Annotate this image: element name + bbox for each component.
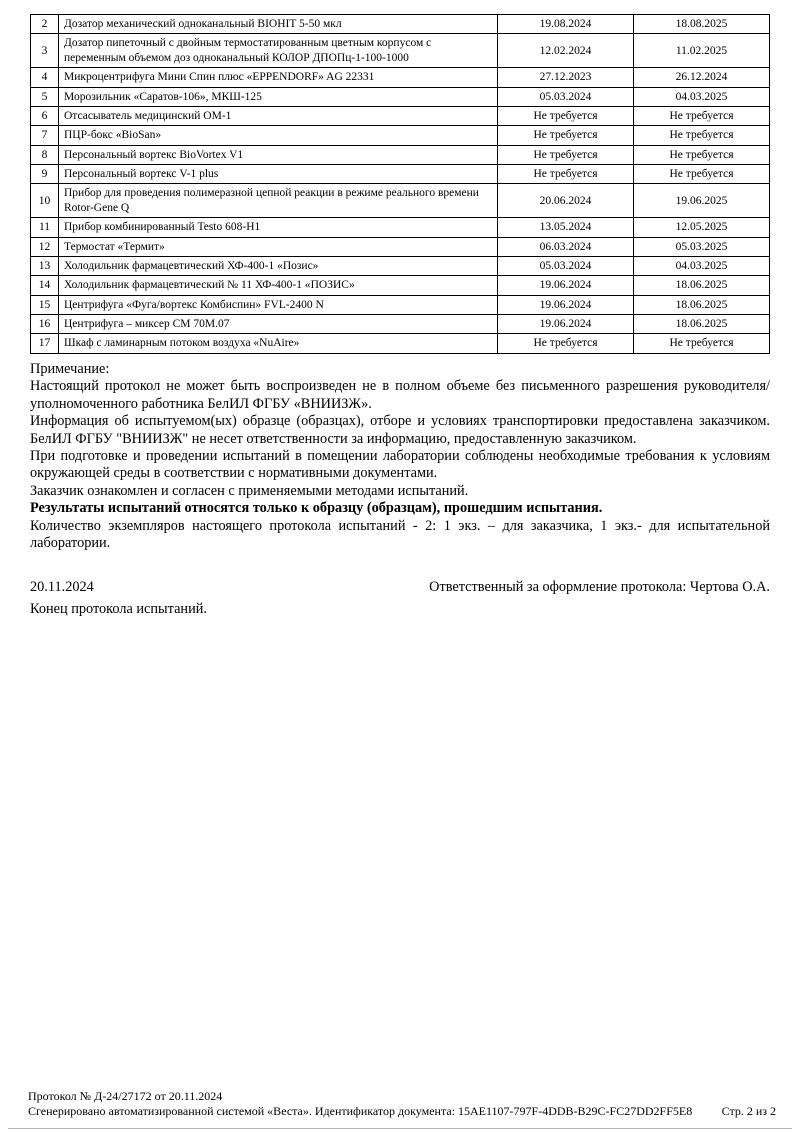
equipment-name: Холодильник фармацевтический № 11 ХФ-400-1 «ПОЗИС» [59, 276, 498, 295]
notes-heading: Примечание: [30, 360, 110, 377]
equipment-name: Холодильник фармацевтический ХФ-400-1 «Позис» [59, 256, 498, 275]
row-number: 4 [31, 68, 59, 87]
row-number: 10 [31, 184, 59, 218]
valid-until-date: 18.06.2025 [634, 295, 770, 314]
verification-date: 19.06.2024 [498, 295, 634, 314]
end-of-protocol-line: Конец протокола испытаний. [30, 601, 207, 618]
verification-date: Не требуется [498, 106, 634, 125]
row-number: 7 [31, 126, 59, 145]
table-row [31, 68, 770, 87]
equipment-name: Прибор комбинированный Testo 608-H1 [59, 218, 498, 237]
table-row [31, 237, 770, 256]
table-row [31, 34, 770, 68]
note-paragraph: Заказчик ознакомлен и согласен с применяемыми методами испытаний. [30, 482, 469, 499]
row-number: 12 [31, 237, 59, 256]
row-number: 14 [31, 276, 59, 295]
equipment-name: Центрифуга «Фуга/вортекс Комбиспин» FVL-2400 N [59, 295, 498, 314]
row-number: 6 [31, 106, 59, 125]
notes-paragraphs [30, 378, 770, 552]
note-paragraph: Настоящий протокол не может быть воспроизведен не в полном объеме без письменного разрешения руководителя/уполномоченного работника БелИЛ ФГБУ «ВНИИЗЖ». [30, 378, 770, 412]
verification-date: 27.12.2023 [498, 68, 634, 87]
footer-generated-info: Сгенерировано автоматизированной системой «Веста». Идентификатор документа: 15AE1107-797F-4DDB-B29C-FC27DD2FF5E8 [28, 1104, 693, 1119]
valid-until-date: 05.03.2025 [634, 237, 770, 256]
verification-date: Не требуется [498, 145, 634, 164]
valid-until-date: 19.06.2025 [634, 184, 770, 218]
note-paragraph: Результаты испытаний относятся только к образцу (образцам), прошедшим испытания. [30, 500, 603, 517]
row-number: 5 [31, 87, 59, 106]
verification-date: 05.03.2024 [498, 256, 634, 275]
row-number: 3 [31, 34, 59, 68]
verification-date: 19.06.2024 [498, 315, 634, 334]
equipment-table-body [31, 15, 770, 354]
valid-until-date: 18.06.2025 [634, 276, 770, 295]
verification-date: 19.08.2024 [498, 15, 634, 34]
valid-until-date: Не требуется [634, 106, 770, 125]
row-number: 8 [31, 145, 59, 164]
row-number: 2 [31, 15, 59, 34]
table-row [31, 126, 770, 145]
valid-until-date: 18.08.2025 [634, 15, 770, 34]
equipment-name: Морозильник «Саратов-106», МКШ-125 [59, 87, 498, 106]
verification-date: 13.05.2024 [498, 218, 634, 237]
valid-until-date: 04.03.2025 [634, 256, 770, 275]
table-row [31, 256, 770, 275]
equipment-name: Персональный вортекс BioVortex V1 [59, 145, 498, 164]
verification-date: Не требуется [498, 334, 634, 353]
note-paragraph: Информация об испытуемом(ых) образце (образцах), отборе и условиях транспортировки предоставлена заказчиком. БелИЛ ФГБУ "ВНИИЗЖ" не несет ответственности за информацию, предоставленную заказчиком. [30, 413, 770, 447]
verification-date: 20.06.2024 [498, 184, 634, 218]
verification-date: 19.06.2024 [498, 276, 634, 295]
note-paragraph: При подготовке и проведении испытаний в помещении лаборатории соблюдены необходимые требования к условиям окружающей среды в соответствии с нормативными документами. [30, 447, 770, 482]
row-number: 17 [31, 334, 59, 353]
valid-until-date: 12.05.2025 [634, 218, 770, 237]
table-row [31, 145, 770, 164]
valid-until-date: Не требуется [634, 126, 770, 145]
table-row [31, 106, 770, 125]
valid-until-date: 26.12.2024 [634, 68, 770, 87]
table-row [31, 276, 770, 295]
row-number: 9 [31, 165, 59, 184]
valid-until-date: 18.06.2025 [634, 315, 770, 334]
row-number: 11 [31, 218, 59, 237]
signature-row [30, 579, 770, 597]
equipment-name: ПЦР-бокс «BioSan» [59, 126, 498, 145]
page-footer [28, 1089, 776, 1120]
table-row [31, 15, 770, 34]
table-row [31, 165, 770, 184]
valid-until-date: 04.03.2025 [634, 87, 770, 106]
table-row [31, 184, 770, 218]
verification-date: 06.03.2024 [498, 237, 634, 256]
valid-until-date: 11.02.2025 [634, 34, 770, 68]
equipment-name: Центрифуга – миксер СМ 70М.07 [59, 315, 498, 334]
table-row [31, 87, 770, 106]
verification-date: 12.02.2024 [498, 34, 634, 68]
equipment-name: Термостат «Термит» [59, 237, 498, 256]
note-paragraph: Количество экземпляров настоящего протокола испытаний - 2: 1 экз. – для заказчика, 1 экз.- для испытательной лаборатории. [30, 517, 770, 552]
equipment-name: Дозатор механический одноканальный BIOHIT 5-50 мкл [59, 15, 498, 34]
equipment-name: Дозатор пипеточный с двойным термостатированным цветным корпусом с переменным объемом доз одноканальный КОЛОР ДПОПц-1-100-1000 [59, 34, 498, 68]
responsible-person: Ответственный за оформление протокола: Чертова О.А. [429, 578, 770, 595]
equipment-name: Прибор для проведения полимеразной цепной реакции в режиме реального времени Rotor-Gene Q [59, 184, 498, 218]
valid-until-date: Не требуется [634, 165, 770, 184]
table-row [31, 334, 770, 353]
equipment-name: Микроцентрифуга Мини Спин плюс «EPPENDORF» AG 22331 [59, 68, 498, 87]
equipment-name: Персональный вортекс V-1 plus [59, 165, 498, 184]
page-indicator: Стр. 2 из 2 [721, 1104, 776, 1119]
row-number: 16 [31, 315, 59, 334]
verification-date: Не требуется [498, 165, 634, 184]
equipment-table [30, 14, 770, 354]
verification-date: 05.03.2024 [498, 87, 634, 106]
table-row [31, 295, 770, 314]
verification-date: Не требуется [498, 126, 634, 145]
row-number: 13 [31, 256, 59, 275]
valid-until-date: Не требуется [634, 334, 770, 353]
protocol-date: 20.11.2024 [30, 578, 94, 595]
equipment-name: Шкаф с ламинарным потоком воздуха «NuAire» [59, 334, 498, 353]
equipment-name: Отсасыватель медицинский ОМ-1 [59, 106, 498, 125]
footer-protocol-number: Протокол № Д-24/27172 от 20.11.2024 [28, 1088, 223, 1103]
valid-until-date: Не требуется [634, 145, 770, 164]
table-row [31, 315, 770, 334]
notes-section [30, 361, 770, 553]
row-number: 15 [31, 295, 59, 314]
table-row [31, 218, 770, 237]
